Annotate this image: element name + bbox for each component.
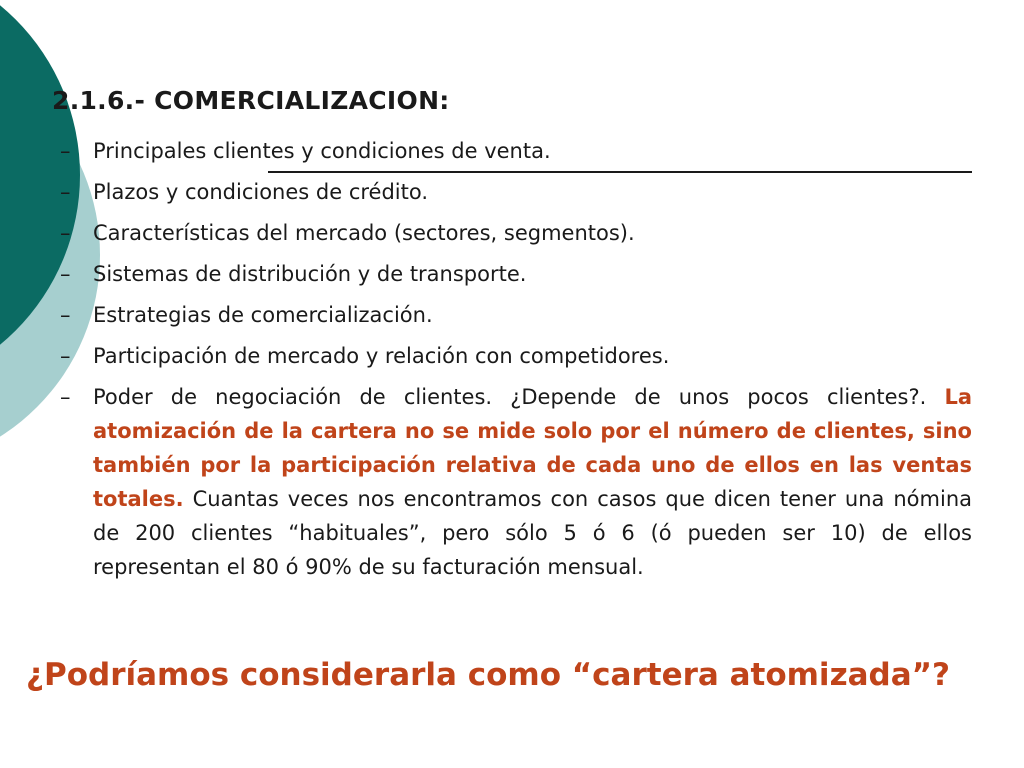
bullet-item [60,298,972,339]
bullet-list [60,134,972,584]
bullet-dash: – [60,221,71,245]
bullet-item [60,216,972,257]
bullet-item [60,257,972,298]
bullet-text: Estrategias de comercialización. [93,303,433,327]
closing-question: ¿Podríamos considerarla como “cartera atomizada”? [26,657,950,693]
slide-heading: 2.1.6.- COMERCIALIZACION: [52,86,450,115]
bullet-dash: – [60,385,71,409]
bullet-dash: – [60,180,71,204]
bullet-dash: – [60,139,71,163]
bullet-dash: – [60,303,71,327]
bullet-item [60,134,972,175]
bullet-dash: – [60,262,71,286]
bullet-item [60,339,972,380]
bullet-dash: – [60,344,71,368]
bullet-text-outro: Cuantas veces nos encontramos con casos que dicen tener una nómina de 200 clientes “habituales”, pero sólo 5 ó 6 (ó pueden ser 10) de ellos representan el 80 ó 90% de su facturación mensual. [93,487,972,579]
bullet-text: Participación de mercado y relación con competidores. [93,344,670,368]
bullet-text-intro: Poder de negociación de clientes. ¿Depende de unos pocos clientes?. [93,385,945,409]
bullet-text: Principales clientes y condiciones de venta. [93,139,551,163]
bullet-text: Sistemas de distribución y de transporte. [93,262,527,286]
bullet-text: Características del mercado (sectores, segmentos). [93,221,635,245]
bullet-text: Plazos y condiciones de crédito. [93,180,429,204]
bullet-item [60,175,972,216]
bullet-item-negotiation [60,380,972,584]
bullet-text-emphasis: La atomización de la cartera no se mide solo por el número de clientes, sino también por la participación relativa de cada uno de ellos en las ventas totales. [93,385,972,511]
